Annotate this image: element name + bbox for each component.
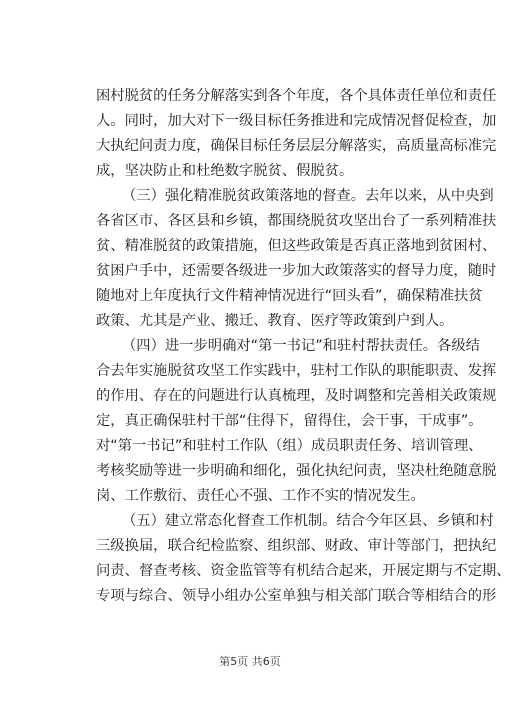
text-line: 大执纪问责力度，确保目标任务层层分解落实，高质量高标准完 [96, 138, 497, 154]
text-line: 贫困户手中，还需要各级进一步加大政策落实的督导力度，随时 [96, 263, 497, 279]
text-line: 定，真正确保驻村干部“住得下，留得住，会干事，干成事”。 [96, 413, 483, 429]
section-4-heading-line: （四）进一步明确对“第一书记”和驻村帮扶责任。各级结 [122, 338, 480, 354]
text-line: 各省区市、各区县和乡镇，都围绕脱贫攻坚出台了一系列精准扶 [96, 213, 497, 229]
text-line: 对“第一书记”和驻村工作队（组）成员职责任务、培训管理、 [96, 438, 483, 454]
text-line: 随地对上年度执行文件精神情况进行“回头看”，确保精准扶贫 [96, 288, 483, 304]
text-line: 考核奖励等进一步明确和细化，强化执纪问责，坚决杜绝随意脱 [96, 463, 497, 479]
text-line: 问责、督查考核、资金监管等有机结合起来，开展定期与不定期、 [96, 563, 511, 579]
text-line: 政策、尤其是产业、搬迁、教育、医疗等政策到户到人。 [96, 313, 454, 329]
page-number-footer: 第5页 共6页 [219, 655, 281, 668]
text-line: 专项与综合、领导小组办公室单独与相关部门联合等相结合的形 [96, 588, 497, 604]
text-line: 岗、工作敷衍、责任心不强、工作不实的情况发生。 [96, 488, 425, 504]
section-3-heading-line: （三）强化精准脱贫政策落地的督查。去年以来，从中央到 [122, 188, 494, 204]
text-line: 人。同时，加大对下一级目标任务推进和完成情况督促检查，加 [96, 113, 497, 129]
section-5-heading-line: （五）建立常态化督查工作机制。结合今年区县、乡镇和村 [122, 513, 494, 529]
text-line: 三级换届，联合纪检监察、组织部、财政、审计等部门，把执纪 [96, 538, 497, 554]
text-line: 成，坚决防止和杜绝数字脱贫、假脱贫。 [96, 163, 354, 179]
text-line: 合去年实施脱贫攻坚工作实践中，驻村工作队的职能职责、发挥 [96, 363, 497, 379]
text-line: 的作用、存在的问题进行认真梳理，及时调整和完善相关政策规 [96, 388, 497, 404]
text-line: 贫、精准脱贫的政策措施，但这些政策是否真正落地到贫困村、 [96, 238, 497, 254]
text-line: 困村脱贫的任务分解落实到各个年度，各个具体责任单位和责任 [96, 88, 497, 104]
